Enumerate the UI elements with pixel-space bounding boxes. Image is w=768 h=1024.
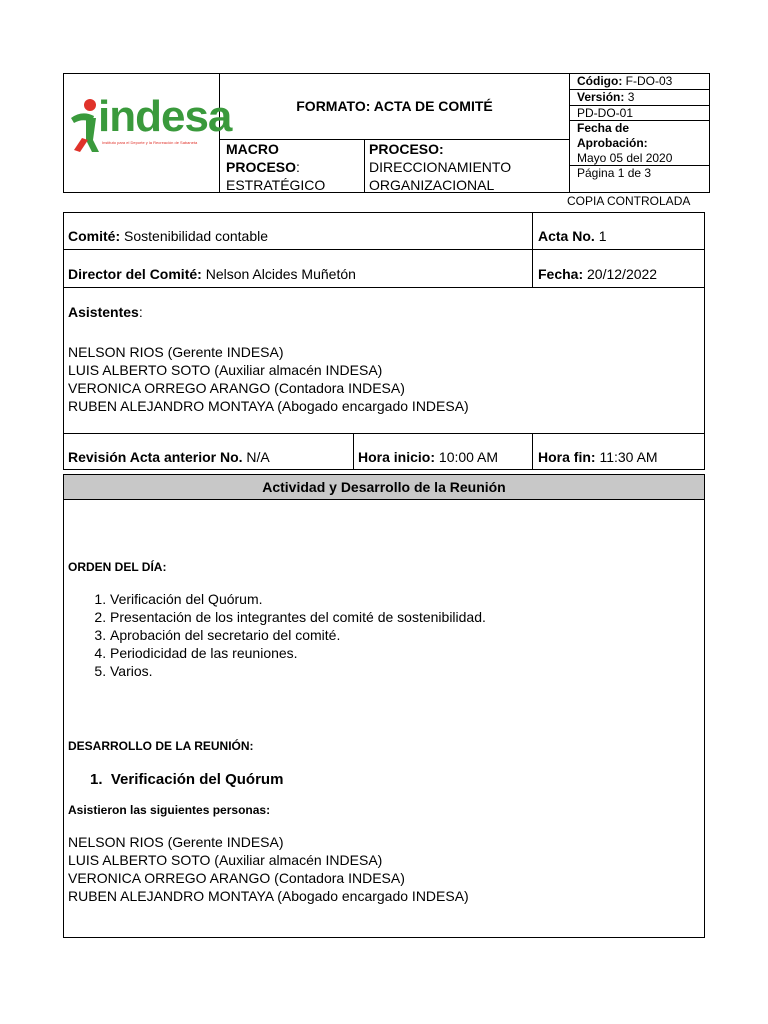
version-label: Versión: — [577, 90, 625, 104]
version-value: 3 — [627, 90, 635, 104]
fecha-aprob-label-2: Aprobación: — [577, 136, 648, 150]
revision-value: N/A — [246, 449, 270, 465]
director-value: Nelson Alcides Muñetón — [205, 266, 356, 282]
orden-title: ORDEN DEL DÍA: — [68, 560, 167, 574]
hora-inicio-label: Hora inicio: — [358, 449, 436, 465]
comite-value: Sostenibilidad contable — [124, 228, 269, 244]
fecha-aprob-label-1: Fecha de — [577, 121, 630, 135]
sub-heading — [90, 771, 283, 789]
asistentes-colon: : — [138, 304, 143, 320]
director-label: Director del Comité: — [68, 266, 202, 282]
macro-label-2: PROCESO — [226, 159, 297, 175]
orden-list — [68, 590, 688, 680]
indesa-logo — [68, 92, 232, 156]
asistente-item: LUIS ALBERTO SOTO (Auxiliar almacén INDESA) — [68, 852, 383, 868]
section-title: Actividad y Desarrollo de la Reunión — [63, 474, 705, 500]
acta-cell — [538, 227, 606, 245]
asistieron-label: Asistieron las siguientes personas: — [68, 803, 271, 817]
list-item: 4. Periodicidad de las reuniones. — [110, 644, 688, 662]
macro-value: ESTRATÉGICO — [226, 177, 326, 193]
proceso-cell — [369, 140, 567, 194]
fecha-label: Fecha: — [538, 266, 584, 282]
fecha-cell — [538, 265, 657, 283]
desarrollo-title: DESARROLLO DE LA REUNIÓN: — [68, 739, 254, 753]
hora-fin-value: 11:30 AM — [599, 449, 658, 465]
logo-text: indesa — [98, 92, 232, 141]
copia-controlada: COPIA CONTROLADA — [567, 194, 691, 208]
list-item: 1. Verificación del Quórum. — [110, 590, 688, 608]
proceso-label: PROCESO: — [369, 141, 444, 157]
hora-inicio-value: 10:00 AM — [438, 449, 499, 465]
asistente-item: NELSON RIOS (Gerente INDESA) — [68, 834, 284, 850]
codigo-value: F-DO-03 — [625, 74, 673, 88]
macro-proceso-cell — [226, 140, 362, 194]
form-title: FORMATO: ACTA DE COMITÉ — [296, 98, 493, 114]
acta-value: 1 — [598, 228, 607, 244]
macro-label: MACRO — [226, 141, 279, 157]
fecha-aprobacion-cell — [577, 121, 672, 166]
sub-heading-num: 1. — [90, 771, 103, 788]
asistente-item: RUBEN ALEJANDRO MONTAYA (Abogado encargado INDESA) — [68, 888, 469, 904]
revision-cell — [68, 448, 270, 466]
logo-tagline: Instituto para el Deporte y la Recreación de Sabaneta — [102, 140, 198, 145]
asistente-item: LUIS ALBERTO SOTO (Auxiliar almacén INDESA) — [68, 362, 383, 378]
proceso-value-2: ORGANIZACIONAL — [369, 177, 495, 193]
asistente-item: NELSON RIOS (Gerente INDESA) — [68, 344, 284, 360]
acta-label: Acta No. — [538, 228, 595, 244]
sub-heading-text: Verificación del Quórum — [110, 771, 284, 788]
asistente-item: VERONICA ORREGO ARANGO (Contadora INDESA) — [68, 870, 405, 886]
comite-label: Comité: — [68, 228, 121, 244]
asistentes-cell — [68, 303, 688, 415]
revision-label: Revisión Acta anterior No. — [68, 449, 243, 465]
hora-fin-label: Hora fin: — [538, 449, 596, 465]
hora-fin-cell — [538, 448, 658, 466]
pagina-cell: Página 1 de 3 — [577, 166, 652, 180]
comite-cell — [68, 227, 268, 245]
list-item: 3. Aprobación del secretario del comité. — [110, 626, 688, 644]
asistente-item: RUBEN ALEJANDRO MONTAYA (Abogado encargado INDESA) — [68, 398, 469, 414]
macro-colon: : — [296, 159, 300, 175]
list-item: 2. Presentación de los integrantes del comité de sostenibilidad. — [110, 608, 688, 626]
fecha-aprob-value: Mayo 05 del 2020 — [577, 151, 673, 165]
asistente-item: VERONICA ORREGO ARANGO (Contadora INDESA) — [68, 380, 405, 396]
codigo-label: Código: — [577, 74, 623, 88]
codigo-cell — [577, 74, 672, 89]
director-cell — [68, 265, 356, 283]
asistieron-list — [68, 833, 688, 905]
asistentes-label: Asistentes — [68, 304, 139, 320]
pd-code: PD-DO-01 — [577, 106, 634, 120]
proceso-value-1: DIRECCIONAMIENTO — [369, 159, 512, 175]
fecha-value: 20/12/2022 — [587, 266, 658, 282]
list-item: 5. Varios. — [110, 662, 688, 680]
hora-inicio-cell — [358, 448, 498, 466]
version-cell — [577, 90, 634, 105]
